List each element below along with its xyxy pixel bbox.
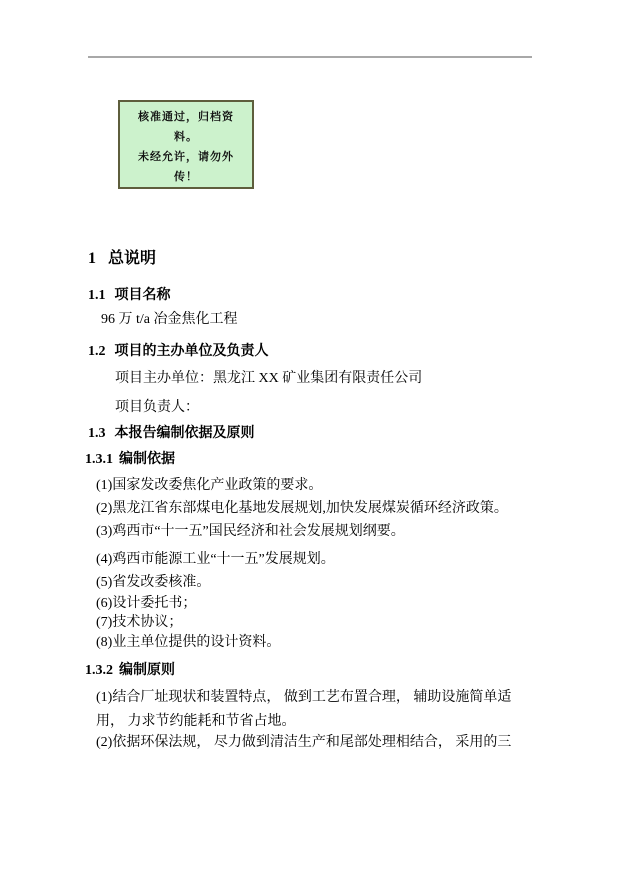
paragraph-project-leader: 项目负责人： (115, 400, 199, 415)
subsection-title: 编制依据 (119, 452, 175, 467)
chapter-title: 总说明 (108, 250, 157, 267)
subsection-title: 编制原则 (119, 663, 175, 678)
section-heading-1-3 (88, 425, 255, 442)
list-item: (8)业主单位提供的设计资料。 (96, 635, 281, 650)
list-item: (3)鸡西市“十一五”国民经济和社会发展规划纲要。 (96, 524, 405, 539)
subsection-number: 1.3.1 (85, 452, 113, 467)
chapter-number: 1 (88, 250, 96, 267)
section-title: 本报告编制依据及原则 (114, 426, 255, 441)
paragraph-project-name: 96 万 t/a 冶金焦化工程 (101, 312, 238, 327)
section-number: 1.2 (88, 344, 106, 359)
list-item: (5)省发改委核准。 (96, 575, 211, 590)
list-item: (1)结合厂址现状和装置特点， 做到工艺布置合理， 辅助设施简单适用， 力求节约能耗和节省占地。 (96, 690, 512, 729)
stamp-text-line: 料。 (174, 131, 198, 143)
list-item: (2)依据环保法规， 尽力做到清洁生产和尾部处理相结合， 采用的三 (96, 735, 512, 750)
section-heading-1-2 (88, 343, 269, 360)
subsection-number: 1.3.2 (85, 663, 113, 678)
list-item: (1)国家发改委焦化产业政策的要求。 (96, 478, 323, 493)
list-item: (2)黑龙江省东部煤电化基地发展规划,加快发展煤炭循环经济政策。 (96, 501, 508, 516)
section-number: 1.1 (88, 288, 106, 303)
stamp-text-line: 未经允许，请勿外 (138, 151, 234, 163)
section-number: 1.3 (88, 426, 106, 441)
section-title: 项目的主办单位及负责人 (114, 344, 269, 359)
stamp-text-line: 核准通过，归档资 (138, 111, 234, 123)
list-item: (6)设计委托书； (96, 596, 197, 611)
list-item: (7)技术协议； (96, 615, 183, 630)
stamp-text-line: 传！ (174, 171, 198, 183)
header-divider (88, 56, 532, 58)
section-heading-1-1 (88, 287, 171, 304)
chapter-heading (88, 250, 156, 267)
approval-stamp-box (118, 100, 254, 189)
section-title: 项目名称 (114, 288, 171, 303)
list-item: (4)鸡西市能源工业“十一五”发展规划。 (96, 552, 335, 567)
subsection-heading-1-3-1 (85, 451, 175, 468)
paragraph-sponsor-unit: 项目主办单位：黑龙江 XX 矿业集团有限责任公司 (115, 371, 423, 386)
subsection-heading-1-3-2 (85, 662, 175, 679)
